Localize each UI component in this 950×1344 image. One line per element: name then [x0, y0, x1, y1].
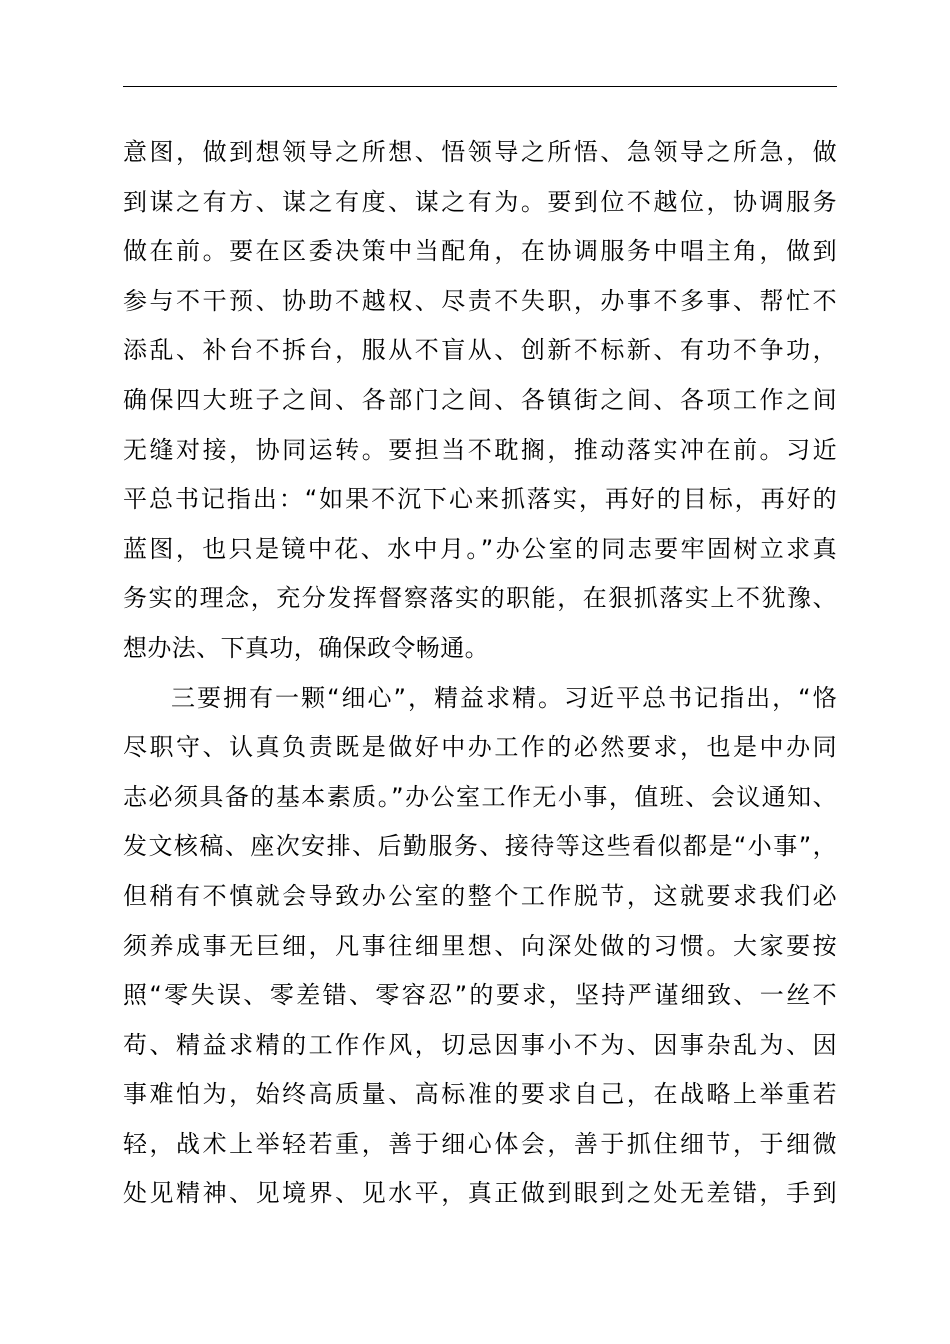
text-line: 做在前。要在区委决策中当配角，在协调服务中唱主角，做到: [123, 237, 837, 266]
text-line: 无缝对接，协同运转。要担当不耽搁，推动落实冲在前。习近: [123, 435, 837, 464]
text-line: 须养成事无巨细，凡事往细里想、向深处做的习惯。大家要按: [123, 931, 837, 960]
text-line: 添乱、补台不拆台，服从不盲从、创新不标新、有功不争功，: [123, 336, 837, 365]
text-line: 务实的理念，充分发挥督察落实的职能，在狠抓落实上不犹豫、: [123, 584, 837, 613]
text-line: 事难怕为，始终高质量、高标准的要求自己，在战略上举重若: [123, 1080, 837, 1109]
text-line: 蓝图，也只是镜中花、水中月。”办公室的同志要牢固树立求真: [123, 534, 837, 563]
text-line: 但稍有不慎就会导致办公室的整个工作脱节，这就要求我们必: [123, 881, 837, 910]
text-line: 照“零失误、零差错、零容忍”的要求，坚持严谨细致、一丝不: [123, 981, 837, 1010]
text-line: 参与不干预、协助不越权、尽责不失职，办事不多事、帮忙不: [123, 286, 837, 315]
body-text: [123, 128, 837, 1219]
text-line: 平总书记指出：“如果不沉下心来抓落实，再好的目标，再好的: [123, 485, 837, 514]
text-line: 苟、精益求精的工作作风，切忌因事小不为、因事杂乱为、因: [123, 1030, 837, 1059]
text-line: 想办法、下真功，确保政令畅通。: [123, 633, 489, 662]
text-line: 意图，做到想领导之所想、悟领导之所悟、急领导之所急，做: [123, 138, 837, 166]
text-line: 确保四大班子之间、各部门之间、各镇街之间、各项工作之间: [123, 385, 837, 414]
header-rule: [123, 86, 837, 87]
text-line: 到谋之有方、谋之有度、谋之有为。要到位不越位，协调服务: [123, 187, 837, 216]
text-line: 志必须具备的基本素质。”办公室工作无小事，值班、会议通知、: [123, 782, 837, 811]
paragraph-first-line: 三要拥有一颗“细心”，精益求精。习近平总书记指出，“恪: [171, 683, 837, 712]
text-line: 发文核稿、座次安排、后勤服务、接待等这些看似都是“小事”，: [123, 832, 837, 861]
text-line: 尽职守、认真负责既是做好中办工作的必然要求，也是中办同: [123, 733, 837, 762]
text-line: 轻，战术上举轻若重，善于细心体会，善于抓住细节，于细微: [123, 1129, 837, 1158]
text-line: 处见精神、见境界、见水平，真正做到眼到之处无差错，手到: [123, 1179, 837, 1208]
